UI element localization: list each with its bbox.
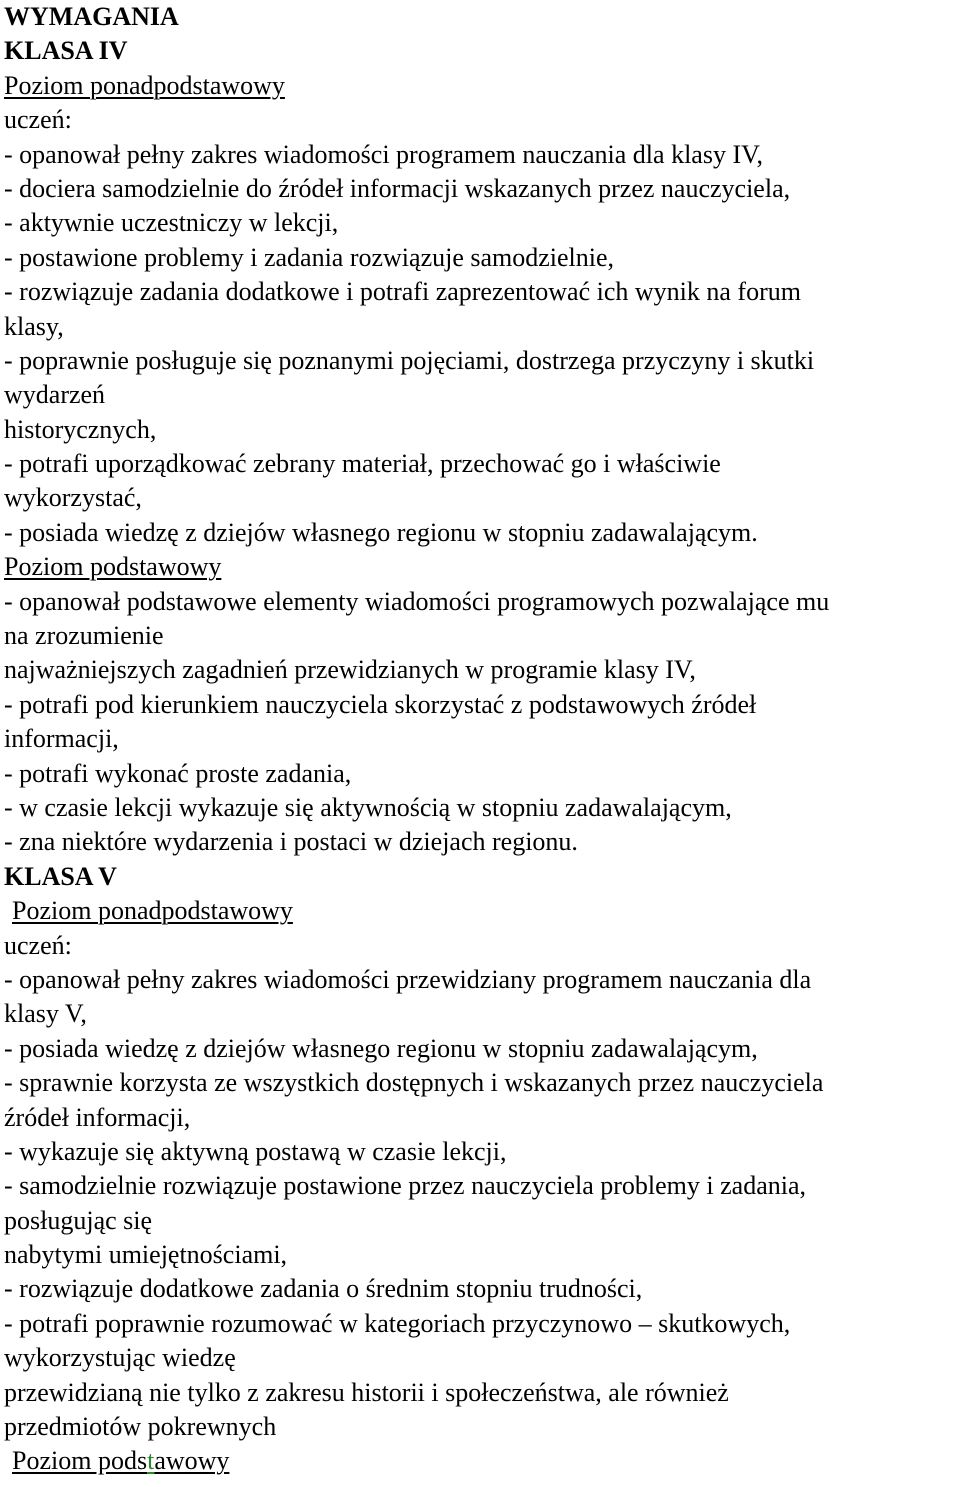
requirement-line: - opanował podstawowe elementy wiadomości programowych pozwalające mu (4, 586, 830, 616)
class-5-heading: KLASA V (4, 861, 117, 891)
requirement-line: - samodzielnie rozwiązuje postawione przez nauczyciela problemy i zadania, (4, 1171, 807, 1201)
requirement-line: - posiada wiedzę z dziejów własnego regionu w stopniu zadawalającym. (4, 517, 758, 547)
requirement-line: klasy V, (4, 999, 87, 1029)
requirement-line: informacji, (4, 724, 119, 754)
class-4-advanced-intro: uczeń: (4, 105, 72, 135)
requirement-line: - poprawnie posługuje się poznanymi pojęciami, dostrzega przyczyny i skutki (4, 345, 815, 375)
requirement-line: wykorzystując wiedzę (4, 1343, 236, 1373)
requirement-line: - wykazuje się aktywną postawą w czasie lekcji, (4, 1136, 507, 1166)
class-4-basic-level-heading: Poziom podstawowy (4, 552, 222, 582)
requirement-line: źródeł informacji, (4, 1102, 191, 1132)
requirement-line: - potrafi wykonać proste zadania, (4, 758, 352, 788)
document-title: WYMAGANIA (4, 2, 179, 31)
requirement-line: najważniejszych zagadnień przewidzianych w programie klasy IV, (4, 655, 696, 685)
requirement-line: - zna niektóre wydarzenia i postaci w dziejach regionu. (4, 827, 578, 857)
requirement-line: przedmiotów pokrewnych (4, 1412, 277, 1442)
requirement-line: na zrozumienie (4, 621, 164, 651)
requirement-line: - opanował pełny zakres wiadomości przewidziany programem nauczania dla (4, 964, 812, 994)
class-5-advanced-intro: uczeń: (4, 930, 72, 960)
requirement-line: - postawione problemy i zadania rozwiązuje samodzielnie, (4, 242, 615, 272)
requirement-line: - potrafi uporządkować zebrany materiał, przechować go i właściwie (4, 449, 721, 479)
requirement-line: - w czasie lekcji wykazuje się aktywnością w stopniu zadawalającym, (4, 792, 732, 822)
requirement-line: - dociera samodzielnie do źródeł informacji wskazanych przez nauczyciela, (4, 173, 791, 203)
class-4-heading: KLASA IV (4, 36, 128, 66)
class-4-advanced-level-heading: Poziom ponadpodstawowy (4, 70, 285, 100)
requirement-line: - opanował pełny zakres wiadomości programem nauczania dla klasy IV, (4, 139, 764, 169)
requirement-line: - potrafi poprawnie rozumować w kategoriach przyczynowo – skutkowych, (4, 1308, 791, 1338)
class-5-basic-level-heading-part: Poziom pods (12, 1446, 148, 1476)
requirement-line: wykorzystać, (4, 483, 142, 513)
requirement-line: - posiada wiedzę z dziejów własnego regionu w stopniu zadawalającym, (4, 1033, 758, 1063)
requirement-line: klasy, (4, 311, 64, 341)
requirement-line: - potrafi pod kierunkiem nauczyciela skorzystać z podstawowych źródeł (4, 689, 757, 719)
requirement-line: - rozwiązuje dodatkowe zadania o średnim stopniu trudności, (4, 1274, 643, 1304)
requirement-line: posługując się (4, 1205, 153, 1235)
requirement-line: nabytymi umiejętnościami, (4, 1240, 288, 1270)
class-5-advanced-level-heading: Poziom ponadpodstawowy (12, 896, 293, 926)
requirement-line: wydarzeń (4, 380, 106, 410)
requirement-line: przewidzianą nie tylko z zakresu historii i społeczeństwa, ale również (4, 1377, 729, 1407)
requirement-line: - aktywnie uczestniczy w lekcji, (4, 208, 339, 238)
class-5-basic-level-heading (4, 1444, 960, 1478)
class-5-basic-level-heading-part: t (147, 1446, 155, 1476)
requirement-line: - sprawnie korzysta ze wszystkich dostępnych i wskazanych przez nauczyciela (4, 1068, 824, 1098)
requirement-line: historycznych, (4, 414, 157, 444)
requirement-line: - rozwiązuje zadania dodatkowe i potrafi zaprezentować ich wynik na forum (4, 277, 801, 307)
class-5-basic-level-heading-part: awowy (154, 1446, 230, 1476)
